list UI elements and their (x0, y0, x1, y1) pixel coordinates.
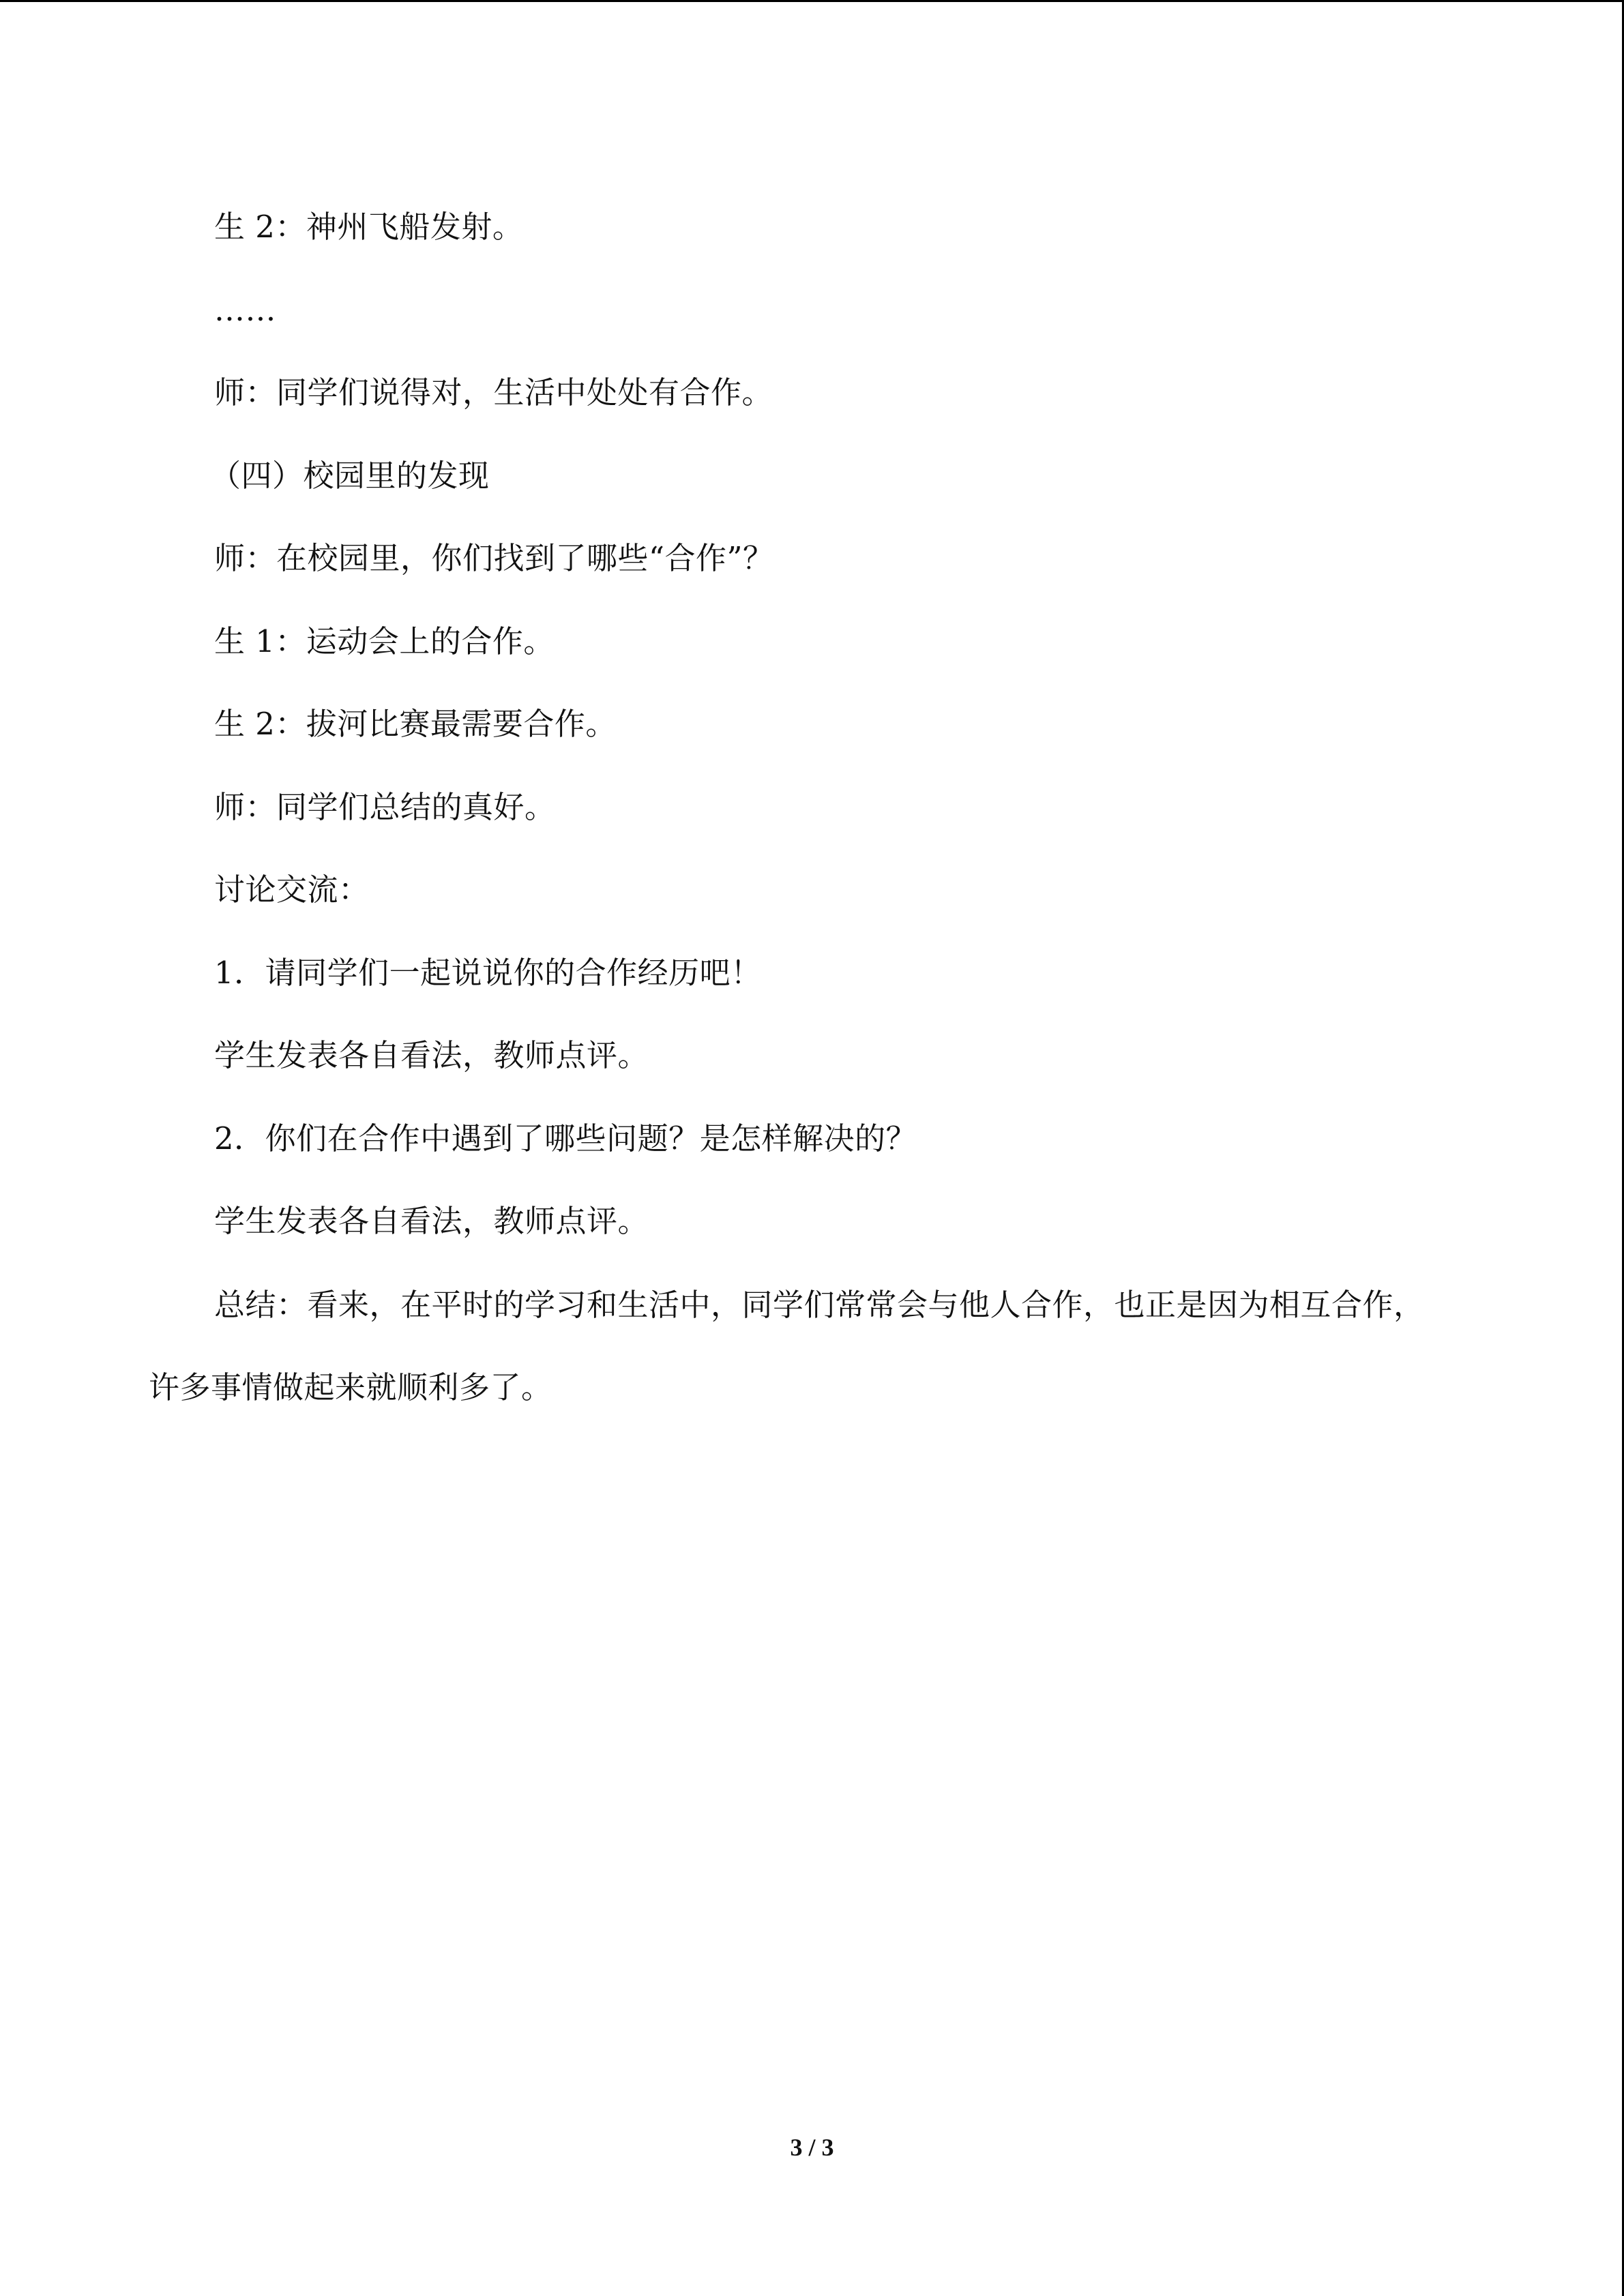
paragraph-discussion-label: 讨论交流： (214, 871, 370, 908)
paragraph-student2-shenzhou: 生 2：神州飞船发射。 (214, 209, 524, 245)
document-body (149, 207, 1431, 1470)
paragraph-teacher-cooperation-everywhere: 师：同学们说得对，生活中处处有合作。 (214, 374, 773, 411)
paragraph-teacher-question: 师：在校园里，你们找到了哪些“合作”？ (214, 540, 774, 576)
paragraph-ellipsis: …… (214, 291, 276, 328)
paragraph-discussion-item-1: 1．请同学们一起说说你的合作经历吧！ (214, 954, 762, 991)
paragraph-student-response-2: 学生发表各自看法，教师点评。 (214, 1203, 649, 1239)
paragraph-teacher-praise: 师：同学们总结的真好。 (214, 788, 556, 825)
section-heading-campus-discovery: （四）校园里的发现 (210, 457, 490, 494)
paragraph-discussion-item-2: 2．你们在合作中遇到了哪些问题？是怎样解决的？ (214, 1120, 917, 1157)
paragraph-student2-tug-of-war: 生 2：拔河比赛最需要合作。 (214, 706, 617, 742)
paragraph-student-response-1: 学生发表各自看法，教师点评。 (214, 1037, 649, 1073)
paragraph-student1-sports-meet: 生 1：运动会上的合作。 (214, 623, 555, 659)
paragraph-summary: 总结：看来，在平时的学习和生活中，同学们常常会与他人合作，也正是因为相互合作，许多事情做起来就顺利多了。 (149, 1286, 1425, 1405)
page-number: 3 / 3 (790, 2134, 834, 2161)
